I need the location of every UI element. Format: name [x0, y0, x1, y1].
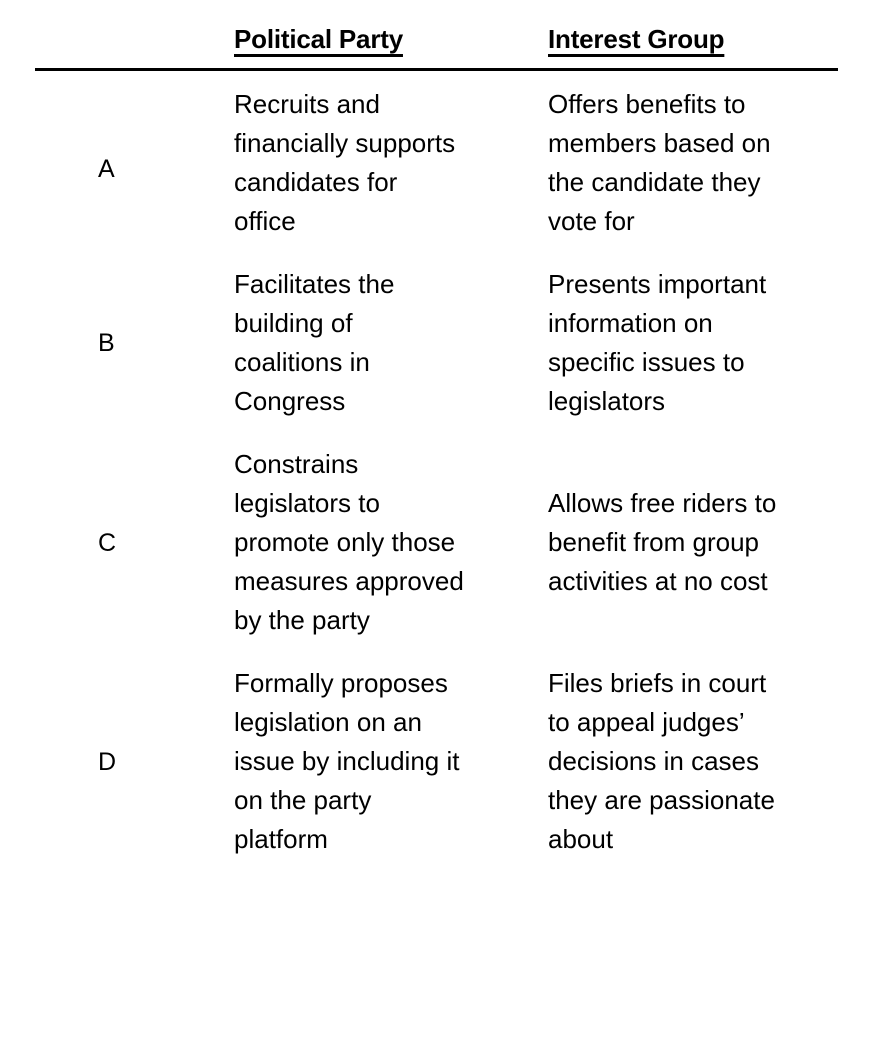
cell-interest-group — [524, 433, 894, 652]
cell-interest-group — [524, 71, 894, 253]
column-header-political-party: Political Party — [234, 24, 403, 54]
column-header-interest-group: Interest Group — [548, 24, 725, 54]
row-letter: A — [98, 155, 115, 183]
table-row — [0, 652, 894, 871]
table-row — [0, 253, 894, 433]
cell-text: Presents important information on specific issues to legislators — [548, 269, 767, 416]
row-letter: B — [98, 329, 115, 357]
header-cell-political-party — [198, 0, 524, 68]
header-cell-letter — [0, 0, 198, 68]
cell-text: Files briefs in court to appeal judges’ decisions in cases they are passionate about — [548, 668, 775, 854]
row-letter: C — [98, 528, 117, 557]
cell-text: Constrains legislators to promote only those measures approved by the party — [234, 449, 464, 635]
header-row — [0, 0, 894, 68]
row-letter: D — [98, 747, 117, 776]
cell-interest-group — [524, 253, 894, 433]
cell-text: Offers benefits to members based on the candidate they vote for — [548, 89, 771, 236]
table-body — [0, 71, 894, 871]
cell-text: Recruits and financially supports candidates for office — [234, 89, 456, 236]
header-cell-interest-group — [524, 0, 894, 68]
cell-interest-group — [524, 652, 894, 871]
cell-text: Formally proposes legislation on an issue by including it on the party platform — [234, 668, 460, 854]
cell-text: Allows free riders to benefit from group activities at no cost — [548, 488, 777, 596]
cell-political-party — [198, 253, 524, 433]
table-row — [0, 71, 894, 253]
cell-political-party — [198, 433, 524, 652]
cell-political-party — [198, 71, 524, 253]
table-header — [0, 0, 894, 71]
cell-political-party — [198, 652, 524, 871]
table-row — [0, 433, 894, 652]
cell-text: Facilitates the building of coalitions in Congress — [234, 269, 395, 416]
